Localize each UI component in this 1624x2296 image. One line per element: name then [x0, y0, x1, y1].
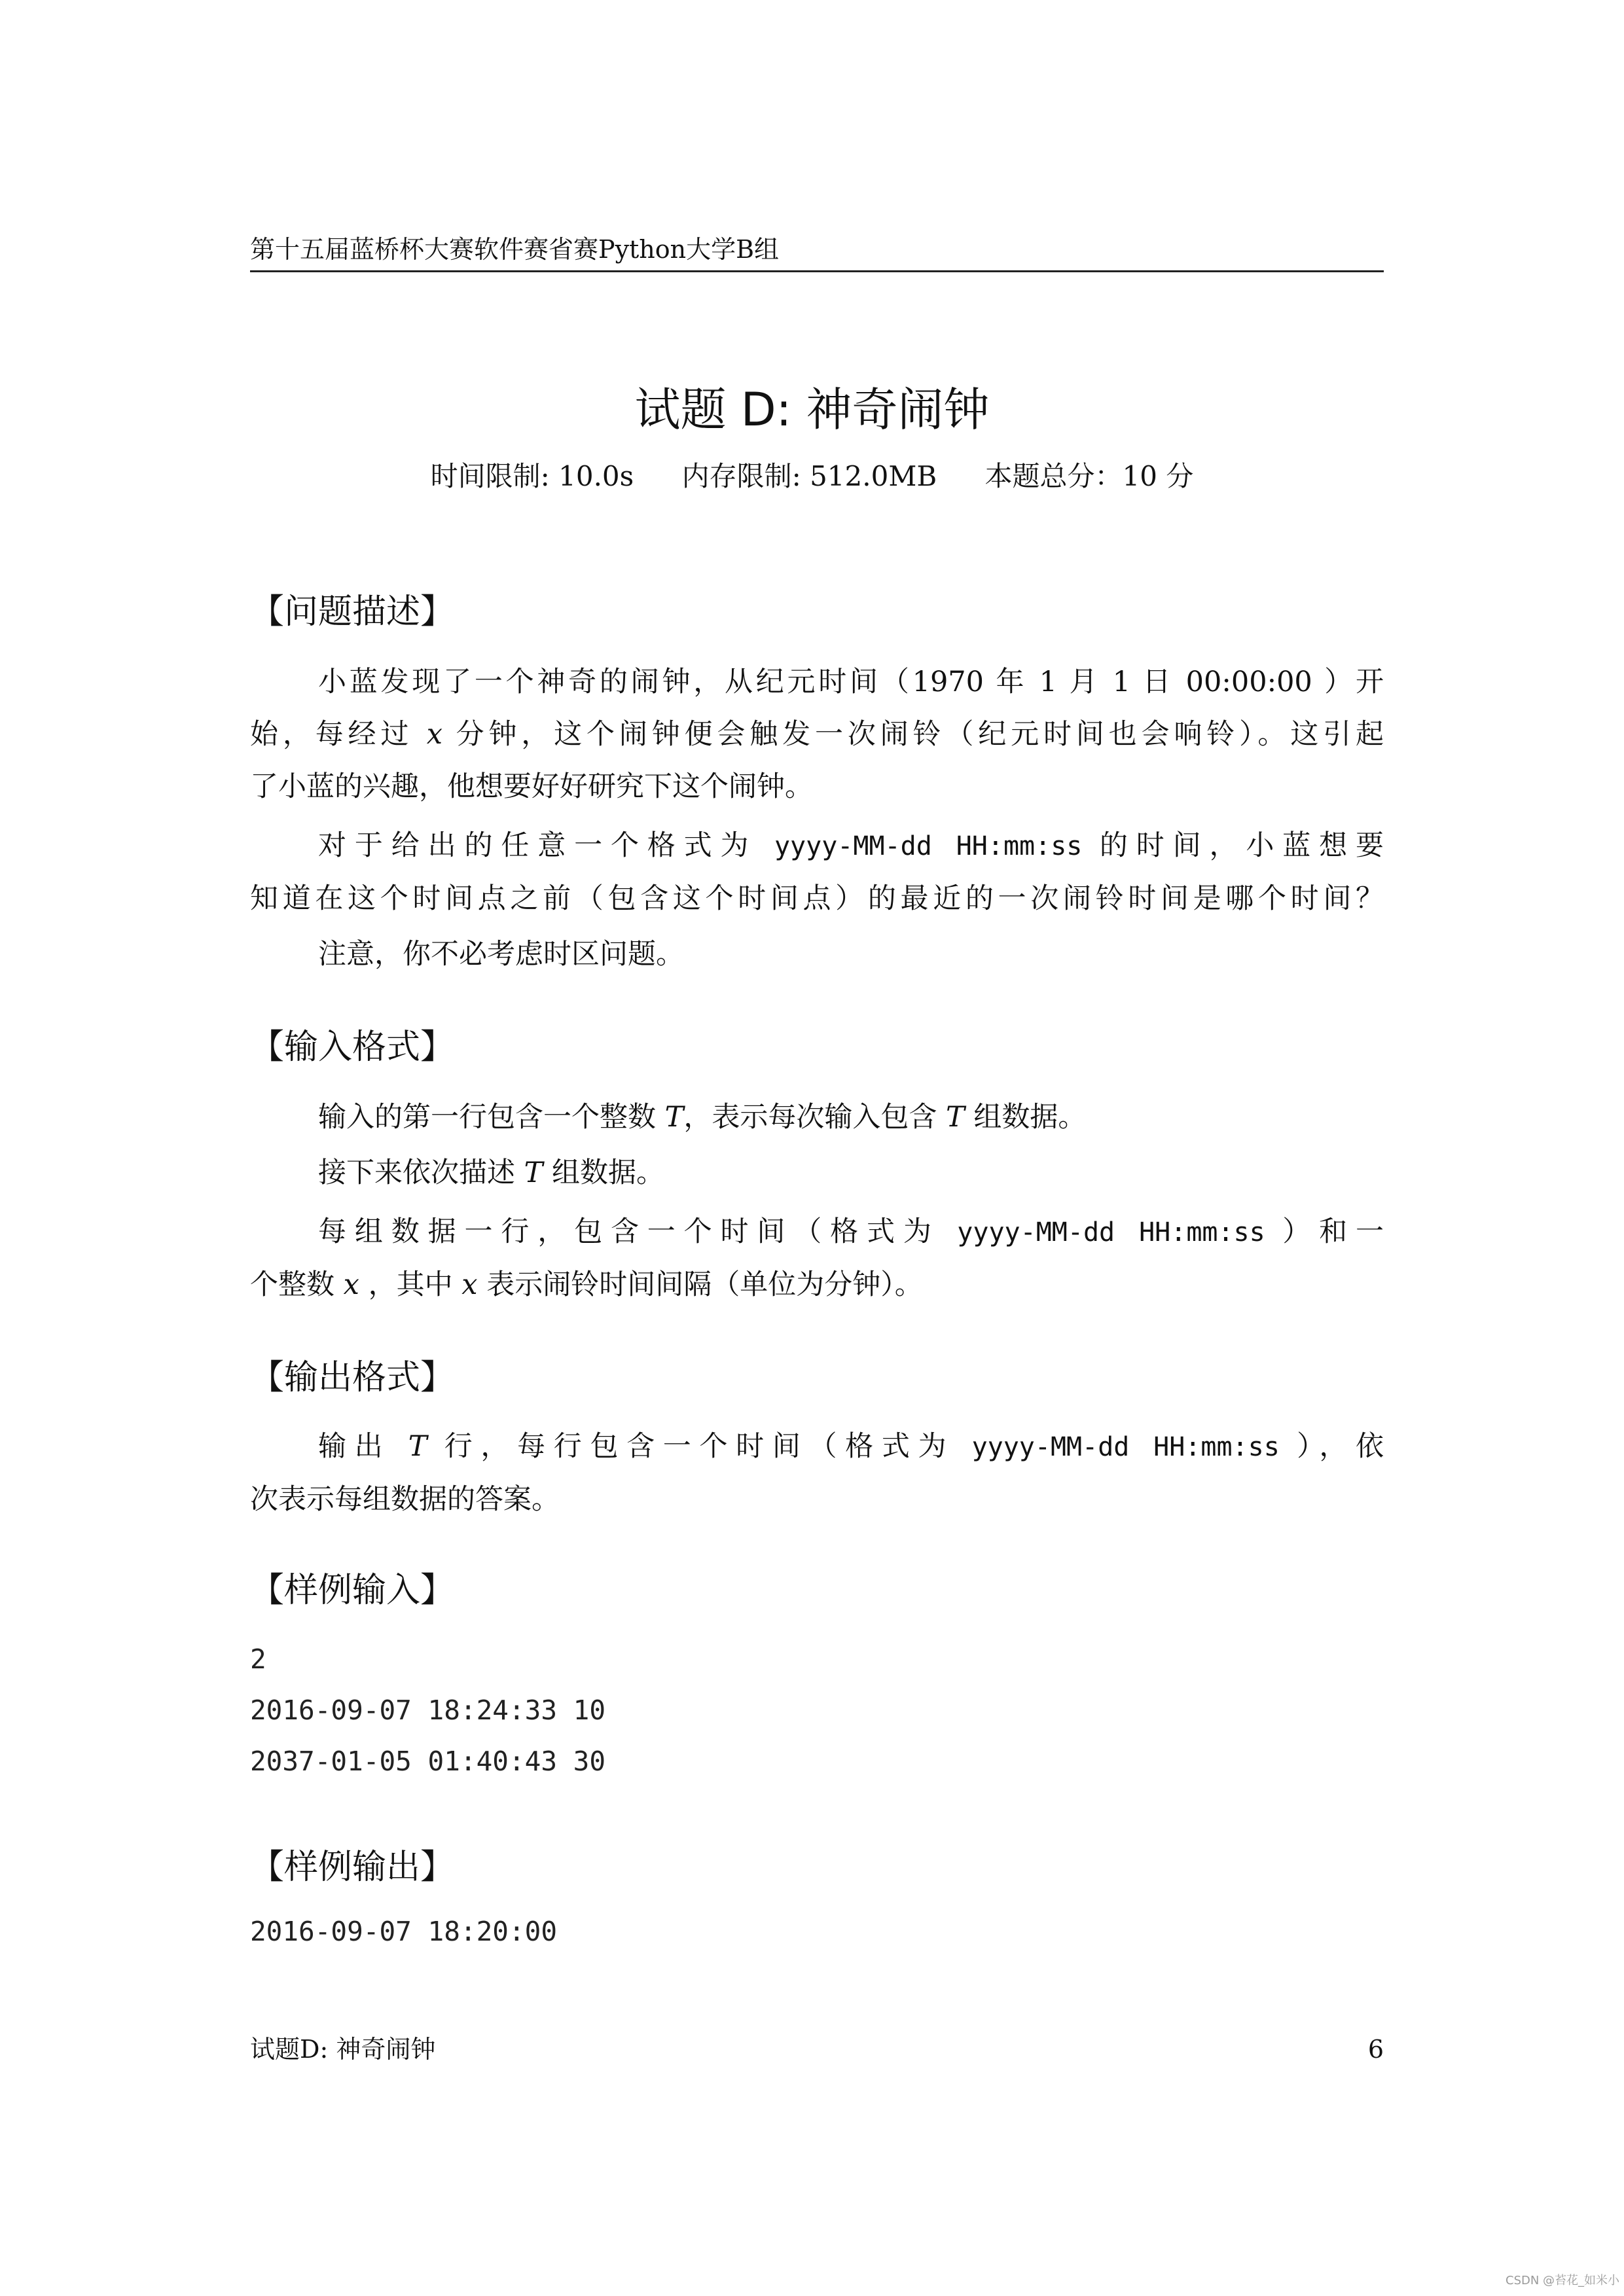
- math-variable: T: [946, 1101, 965, 1134]
- math-variable: x: [461, 1268, 478, 1301]
- sample-input-heading: 【样例输入】: [250, 1571, 455, 1610]
- inline-code: yyyy-MM-dd HH:mm:ss: [957, 1217, 1265, 1247]
- problem-title: 试题 D: 神奇闹钟: [634, 383, 990, 437]
- text-line: 次表示每组数据的答案。: [250, 1483, 560, 1516]
- text-line: 小蓝发现了一个神奇的闹钟，从纪元时间（1970 年 1 月 1 日 00:00:00 ）开: [318, 666, 1384, 698]
- text-run: 接下来依次描述: [318, 1157, 524, 1189]
- code-line: 2016-09-07 18:20:00: [250, 1916, 557, 1947]
- description-paragraph-2: [250, 819, 1384, 925]
- text-line: [250, 1206, 1384, 1259]
- text-line: 注意，你不必考虑时区问题。: [318, 938, 684, 971]
- text-run: 个整数: [250, 1268, 344, 1301]
- text-line: [250, 819, 1384, 872]
- math-variable: T: [664, 1101, 684, 1134]
- text-run: ）和一: [1265, 1215, 1384, 1248]
- text-run: ），依: [1279, 1430, 1384, 1463]
- math-variable: T: [524, 1157, 543, 1189]
- input-format-heading: 【输入格式】: [250, 1028, 455, 1067]
- text-run: 的时间，小蓝想要: [1082, 829, 1384, 862]
- math-variable: x: [426, 718, 443, 751]
- watermark: CSDN @苔花_如米小: [1506, 2274, 1620, 2287]
- problem-meta: [0, 458, 1624, 495]
- text-run: ，其中: [359, 1268, 462, 1301]
- sample-output-heading: 【样例输出】: [250, 1848, 455, 1887]
- text-line: 了小蓝的兴趣，他想要好好研究下这个闹钟。: [250, 770, 813, 803]
- input-format-paragraph-1: [250, 1091, 1384, 1143]
- code-line: 2: [250, 1643, 266, 1675]
- text-run: ，表示每次输入包含: [683, 1101, 947, 1134]
- text-line: [250, 1420, 1384, 1473]
- description-heading: 【问题描述】: [250, 592, 455, 632]
- text-run: 表示闹铃时间间隔（单位为分钟）。: [477, 1268, 923, 1301]
- output-format-paragraph: [250, 1420, 1384, 1526]
- text-line: [250, 1259, 1384, 1311]
- math-variable: x: [343, 1268, 359, 1301]
- page-number: 6: [1367, 2035, 1384, 2064]
- text-run: 输出: [318, 1430, 408, 1463]
- text-run: 组数据。: [543, 1157, 665, 1189]
- text-run: 分钟，这个闹钟便会触发一次闹铃（纪元时间也会响铃）。这引起: [442, 718, 1384, 751]
- text-run: 组数据。: [964, 1101, 1087, 1134]
- description-paragraph-3: [250, 928, 1384, 980]
- sample-output-block: [250, 1906, 557, 1957]
- text-line: [250, 1147, 1384, 1199]
- header-rule: [250, 270, 1384, 272]
- code-line: 2016-09-07 18:24:33 10: [250, 1695, 606, 1726]
- description-paragraph-1: [250, 656, 1384, 813]
- inline-code: yyyy-MM-dd HH:mm:ss: [774, 831, 1083, 861]
- time-limit: 时间限制: 10.0s: [430, 460, 634, 492]
- text-line: 知道在这个时间点之前（包含这个时间点）的最近的一次闹铃时间是哪个时间？: [250, 882, 1384, 915]
- sample-input-block: [250, 1634, 605, 1787]
- input-format-paragraph-3: [250, 1206, 1384, 1311]
- text-run: 每组数据一行，包含一个时间（格式为: [318, 1215, 958, 1248]
- code-line: 2037-01-05 01:40:43 30: [250, 1746, 606, 1777]
- text-run: 对于给出的任意一个格式为: [318, 829, 774, 862]
- text-run: 输入的第一行包含一个整数: [318, 1101, 665, 1134]
- input-format-paragraph-2: [250, 1147, 1384, 1199]
- text-run: 行，每行包含一个时间（格式为: [427, 1430, 972, 1463]
- total-score: 本题总分：10 分: [984, 460, 1194, 492]
- text-line: [250, 1091, 1384, 1143]
- text-run: 始，每经过: [250, 718, 427, 751]
- memory-limit: 内存限制: 512.0MB: [681, 460, 937, 492]
- text-line: [250, 708, 1384, 761]
- running-header: 第十五届蓝桥杯大赛软件赛省赛Python大学B组: [250, 235, 780, 264]
- output-format-heading: 【输出格式】: [250, 1358, 455, 1397]
- math-variable: T: [408, 1430, 427, 1463]
- inline-code: yyyy-MM-dd HH:mm:ss: [971, 1432, 1280, 1462]
- footer-title: 试题D: 神奇闹钟: [250, 2035, 436, 2064]
